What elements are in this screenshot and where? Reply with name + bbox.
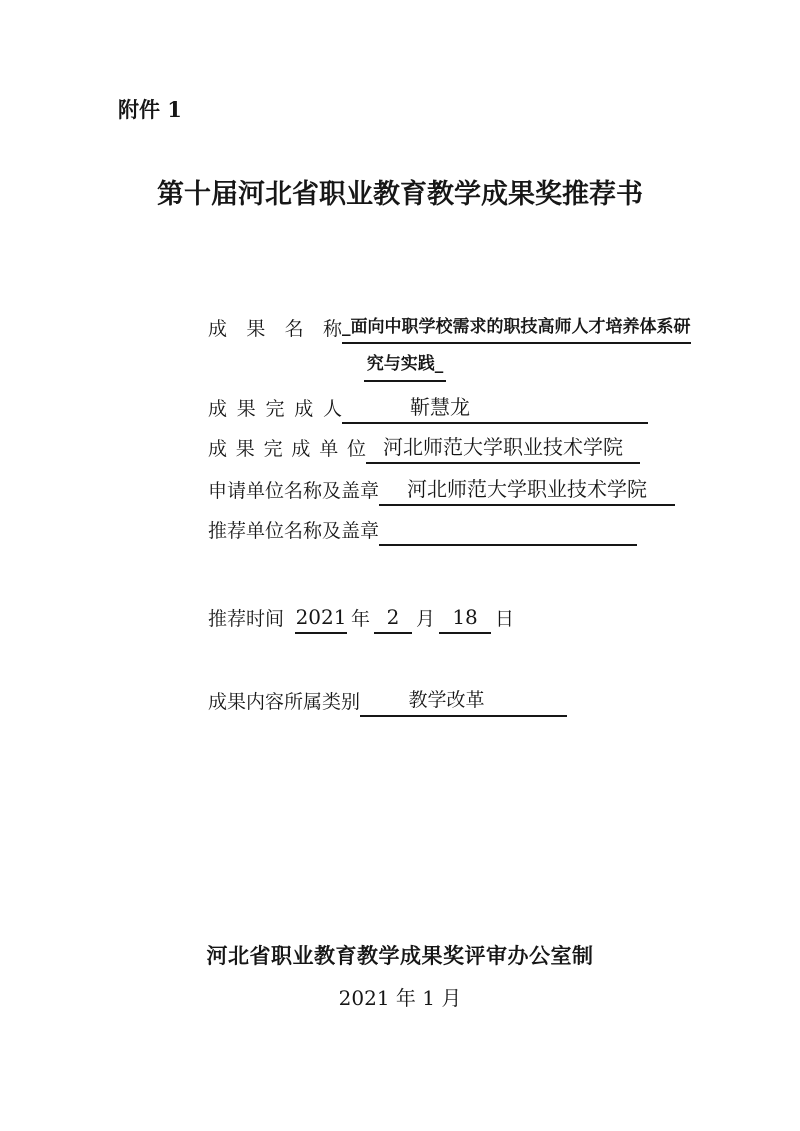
achievement-name-value-line1: _面向中职学校需求的职技高师人才培养体系研 bbox=[342, 312, 691, 344]
recommend-date-month-unit: 月 bbox=[416, 608, 436, 630]
category-value: 教学改革 bbox=[360, 685, 567, 717]
completing-unit-label: 成 果 完 成 单 位 bbox=[208, 438, 366, 460]
footer-date: 2021 年 1 月 bbox=[338, 986, 462, 1010]
page-title: 第十届河北省职业教育教学成果奖推荐书 bbox=[157, 179, 643, 210]
recommend-date-year-unit: 年 bbox=[351, 608, 371, 630]
form-row-applying-unit bbox=[208, 474, 675, 506]
form-row-recommend-date bbox=[208, 602, 514, 634]
recommend-date-month: 2 bbox=[374, 602, 412, 634]
applying-unit-label: 申请单位名称及盖章 bbox=[208, 480, 380, 502]
recommend-date-day: 18 bbox=[439, 602, 491, 634]
recommending-unit-label: 推荐单位名称及盖章 bbox=[208, 520, 380, 542]
completer-value: 靳慧龙 bbox=[342, 392, 648, 424]
form-row-completer bbox=[208, 392, 648, 424]
form-row-completing-unit bbox=[208, 432, 640, 464]
achievement-name-label: 成 果 名 称 bbox=[208, 318, 342, 340]
recommend-date-year: 2021 bbox=[295, 602, 347, 634]
footer-issuing-office: 河北省职业教育教学成果奖评审办公室制 bbox=[206, 943, 594, 968]
completer-label: 成 果 完 成 人 bbox=[208, 398, 342, 420]
form-row-category bbox=[208, 685, 567, 717]
applying-unit-value: 河北师范大学职业技术学院 bbox=[379, 474, 675, 506]
recommend-date-day-unit: 日 bbox=[495, 608, 515, 630]
attachment-label: 附件 1 bbox=[118, 97, 182, 122]
category-label: 成果内容所属类别 bbox=[208, 691, 361, 713]
form-row-recommending-unit bbox=[208, 514, 637, 546]
achievement-name-value-line2: 究与实践_ bbox=[364, 350, 446, 382]
recommend-date-label: 推荐时间 bbox=[208, 608, 285, 630]
completing-unit-value: 河北师范大学职业技术学院 bbox=[366, 432, 640, 464]
form-row-achievement-name bbox=[208, 312, 691, 344]
recommending-unit-value bbox=[379, 544, 637, 546]
